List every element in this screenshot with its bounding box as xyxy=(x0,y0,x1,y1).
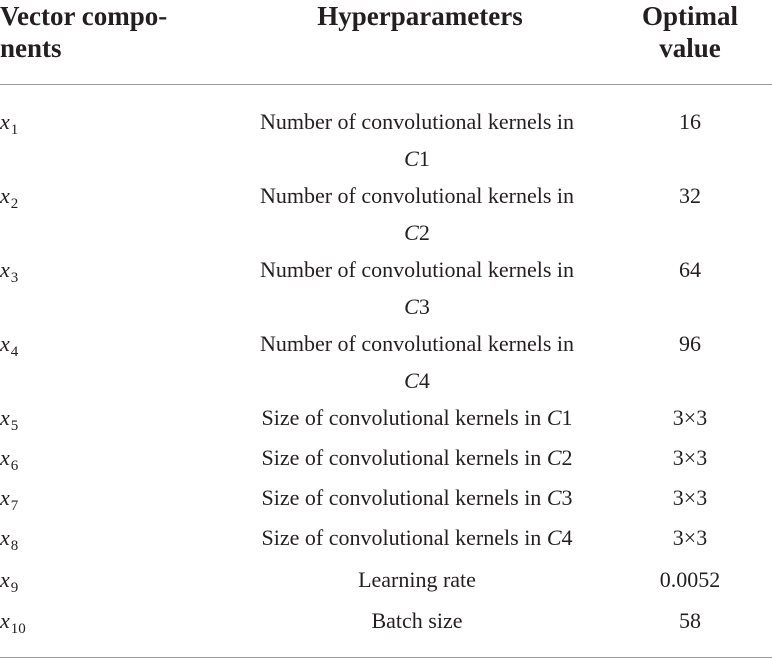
optimal-value-cell: 3×3 xyxy=(672,525,708,550)
layer-symbol: C xyxy=(404,146,419,171)
hyperparameter-cell xyxy=(236,103,598,177)
hyperparameter-text: Number of convolutional kernels in xyxy=(259,109,575,134)
hyperparameter-cell xyxy=(236,443,598,473)
vector-component-cell xyxy=(0,405,18,434)
hyperparameter-text: Number of convolutional kernels in xyxy=(259,257,575,282)
vector-symbol: x xyxy=(0,608,10,633)
vector-subscript: 1 xyxy=(10,122,19,138)
vector-subscript: 9 xyxy=(10,580,19,596)
hyperparameter-text: Size of convolutional kernels in xyxy=(261,485,542,510)
optimal-value-cell: 96 xyxy=(679,331,701,356)
vector-component-cell xyxy=(0,608,26,637)
hyperparameter-text: Number of convolutional kernels in xyxy=(259,183,575,208)
hyperparameter-text: Size of convolutional kernels in xyxy=(261,445,542,470)
layer-number: 3 xyxy=(418,294,430,319)
vector-subscript: 4 xyxy=(10,344,19,360)
optimal-value-cell: 64 xyxy=(679,257,701,282)
hyperparameter-text: Number of convolutional kernels in xyxy=(259,331,575,356)
header-optimal-line2: value xyxy=(659,33,721,63)
hyperparameter-cell xyxy=(236,251,598,325)
layer-number: 1 xyxy=(561,405,573,430)
layer-number: 2 xyxy=(418,220,430,245)
vector-symbol: x xyxy=(0,445,10,470)
header-hyperparameters: Hyperparameters xyxy=(317,1,523,31)
layer-symbol: C xyxy=(404,220,419,245)
hyperparameter-cell xyxy=(236,325,598,399)
vector-subscript: 5 xyxy=(10,418,19,434)
layer-number: 2 xyxy=(561,445,573,470)
hyperparameter-text: Size of convolutional kernels in xyxy=(261,405,542,430)
layer-symbol: C xyxy=(546,445,562,470)
hyperparameter-text: Batch size xyxy=(371,608,463,633)
optimal-value-cell: 58 xyxy=(679,608,701,633)
optimal-value-cell: 32 xyxy=(679,183,701,208)
vector-symbol: x xyxy=(0,485,10,510)
optimal-value-cell: 3×3 xyxy=(672,445,708,470)
optimal-value-cell: 3×3 xyxy=(672,485,708,510)
vector-subscript: 3 xyxy=(10,270,19,286)
vector-symbol: x xyxy=(0,567,10,592)
optimal-value-cell: 0.0052 xyxy=(659,567,721,592)
vector-symbol: x xyxy=(0,257,10,282)
optimal-value-cell: 16 xyxy=(679,109,701,134)
vector-component-cell xyxy=(0,567,18,596)
layer-number: 4 xyxy=(418,368,430,393)
vector-symbol: x xyxy=(0,331,10,356)
hyperparameter-cell xyxy=(236,483,598,513)
vector-component-cell xyxy=(0,109,18,138)
header-vector-line2: nents xyxy=(0,33,62,63)
hyperparameter-cell xyxy=(236,177,598,251)
hyperparameter-cell xyxy=(236,606,598,636)
vector-component-cell xyxy=(0,183,18,212)
header-vector-components xyxy=(0,0,200,64)
vector-subscript: 6 xyxy=(10,458,19,474)
layer-symbol: C xyxy=(546,405,562,430)
hyperparameter-text: Size of convolutional kernels in xyxy=(261,525,542,550)
hyperparameter-text: Learning rate xyxy=(358,567,476,592)
header-divider xyxy=(0,84,772,85)
header-optimal-line1: Optimal xyxy=(641,1,738,31)
optimal-value-cell: 3×3 xyxy=(672,405,708,430)
hyperparameter-cell xyxy=(236,565,598,595)
vector-symbol: x xyxy=(0,109,10,134)
layer-symbol: C xyxy=(404,368,419,393)
hyperparameter-cell xyxy=(236,523,598,553)
header-vector-line1: Vector compo- xyxy=(0,1,168,31)
vector-symbol: x xyxy=(0,525,10,550)
vector-subscript: 8 xyxy=(10,538,19,554)
vector-component-cell xyxy=(0,445,18,474)
vector-subscript: 10 xyxy=(10,621,26,637)
layer-number: 3 xyxy=(561,485,573,510)
layer-symbol: C xyxy=(404,294,419,319)
header-optimal-value xyxy=(608,0,772,64)
vector-symbol: x xyxy=(0,405,10,430)
vector-symbol: x xyxy=(0,183,10,208)
vector-component-cell xyxy=(0,525,18,554)
vector-component-cell xyxy=(0,257,18,286)
layer-symbol: C xyxy=(546,525,562,550)
hyperparameter-cell xyxy=(236,403,598,433)
layer-symbol: C xyxy=(546,485,562,510)
vector-component-cell xyxy=(0,485,18,514)
layer-number: 4 xyxy=(561,525,573,550)
vector-subscript: 2 xyxy=(10,196,19,212)
table-bottom-rule xyxy=(0,657,772,658)
vector-subscript: 7 xyxy=(10,498,19,514)
vector-component-cell xyxy=(0,331,18,360)
layer-number: 1 xyxy=(418,146,430,171)
